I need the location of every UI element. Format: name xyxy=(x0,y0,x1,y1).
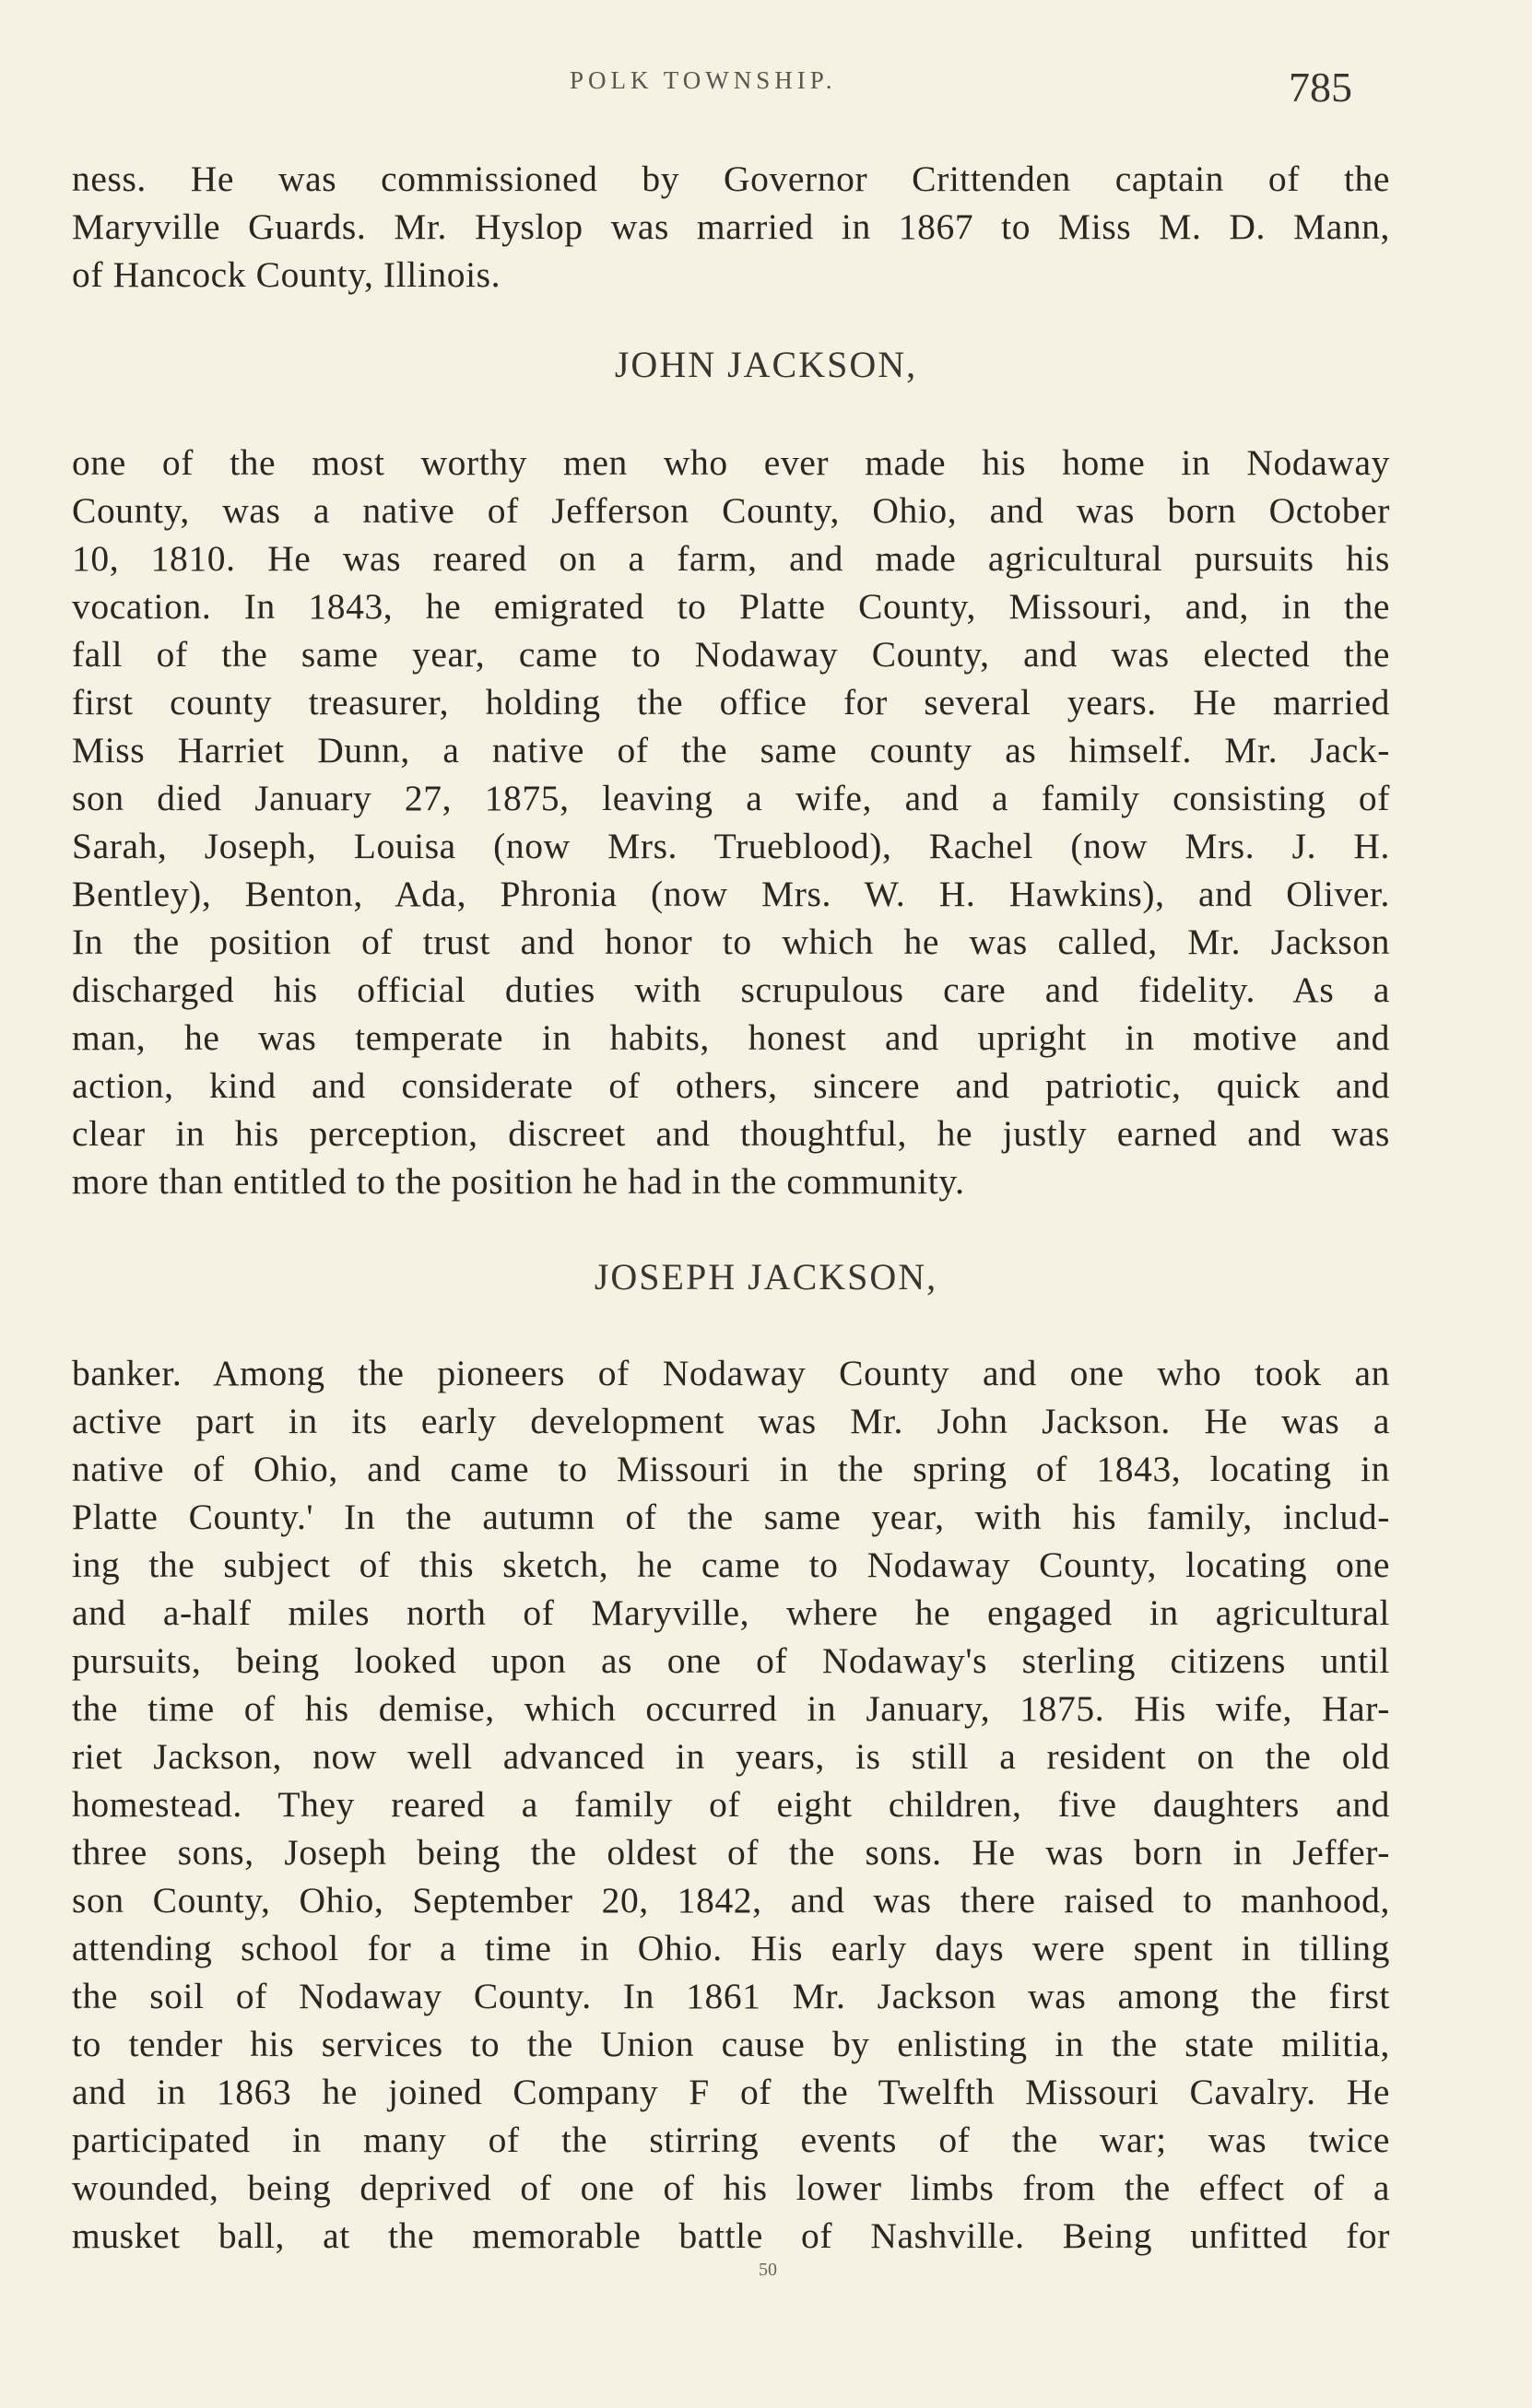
text-line: wounded, being deprived of one of his lower limbs from the effect of a xyxy=(72,2167,1390,2208)
text-line: clear in his perception, discreet and thoughtful, he justly earned and was xyxy=(72,1113,1390,1154)
text-line: ing the subject of this sketch, he came to Nodaway County, locating one xyxy=(72,1545,1390,1585)
text-line: Maryville Guards. Mr. Hyslop was married in 1867 to Miss M. D. Mann, xyxy=(72,206,1390,247)
text-line: riet Jackson, now well advanced in years, is still a resident on the old xyxy=(72,1736,1390,1777)
running-head: POLK TOWNSHIP. xyxy=(570,66,837,94)
text-line: native of Ohio, and came to Missouri in the spring of 1843, locating in xyxy=(72,1449,1390,1489)
text-line: to tender his services to the Union cause by enlisting in the state militia, xyxy=(72,2024,1390,2064)
text-line: banker. Among the pioneers of Nodaway County and one who took an xyxy=(72,1353,1390,1393)
section-heading-joseph-jackson: JOSEPH JACKSON, xyxy=(594,1256,938,1298)
text-line: the soil of Nodaway County. In 1861 Mr. Jackson was among the first xyxy=(72,1976,1390,2016)
section-heading-john-jackson: JOHN JACKSON, xyxy=(614,344,918,385)
text-line: Sarah, Joseph, Louisa (now Mrs. Trueblood), Rachel (now Mrs. J. H. xyxy=(72,826,1390,866)
text-line: County, was a native of Jefferson County, Ohio, and was born October xyxy=(72,490,1390,531)
text-line: musket ball, at the memorable battle of Nashville. Being unfitted for xyxy=(72,2215,1390,2256)
text-line: ness. He was commissioned by Governor Crittenden captain of the xyxy=(72,159,1390,199)
text-line: action, kind and considerate of others, sincere and patriotic, quick and xyxy=(72,1065,1390,1106)
text-line: active part in its early development was Mr. John Jackson. He was a xyxy=(72,1401,1390,1441)
page-number: 785 xyxy=(1289,64,1352,111)
text-line: man, he was temperate in habits, honest and upright in motive and xyxy=(72,1017,1390,1058)
text-line: 10, 1810. He was reared on a farm, and made agricultural pursuits his xyxy=(72,538,1390,579)
text-line: Bentley), Benton, Ada, Phronia (now Mrs. W. H. Hawkins), and Oliver. xyxy=(72,874,1390,914)
text-line: discharged his official duties with scrupulous care and fidelity. As a xyxy=(72,969,1390,1010)
text-line: homestead. They reared a family of eight children, five daughters and xyxy=(72,1784,1390,1825)
text-line: more than entitled to the position he had in the community. xyxy=(72,1161,965,1202)
text-line: and a-half miles north of Maryville, where he engaged in agricultural xyxy=(72,1592,1390,1633)
text-line: and in 1863 he joined Company F of the Twelfth Missouri Cavalry. He xyxy=(72,2072,1390,2112)
text-line: son died January 27, 1875, leaving a wife, and a family consisting of xyxy=(72,778,1390,818)
signature-mark: 50 xyxy=(759,2260,777,2280)
text-line: three sons, Joseph being the oldest of the sons. He was born in Jeffer- xyxy=(72,1832,1390,1873)
text-line: son County, Ohio, September 20, 1842, and was there raised to manhood, xyxy=(72,1880,1390,1921)
text-line: the time of his demise, which occurred in January, 1875. His wife, Har- xyxy=(72,1688,1390,1729)
text-line: In the position of trust and honor to which he was called, Mr. Jackson xyxy=(72,922,1390,962)
text-line: one of the most worthy men who ever made his home in Nodaway xyxy=(72,442,1390,483)
text-line: vocation. In 1843, he emigrated to Platte County, Missouri, and, in the xyxy=(72,586,1390,627)
text-line: Platte County.' In the autumn of the same year, with his family, includ- xyxy=(72,1497,1390,1537)
text-line: participated in many of the stirring events of the war; was twice xyxy=(72,2120,1390,2160)
text-line: first county treasurer, holding the office for several years. He married xyxy=(72,682,1390,722)
text-line: of Hancock County, Illinois. xyxy=(72,254,501,295)
text-line: fall of the same year, came to Nodaway County, and was elected the xyxy=(72,634,1390,675)
text-line: Miss Harriet Dunn, a native of the same county as himself. Mr. Jack- xyxy=(72,730,1390,770)
text-line: attending school for a time in Ohio. His early days were spent in tilling xyxy=(72,1928,1390,1968)
text-line: pursuits, being looked upon as one of Nodaway's sterling citizens until xyxy=(72,1640,1390,1681)
